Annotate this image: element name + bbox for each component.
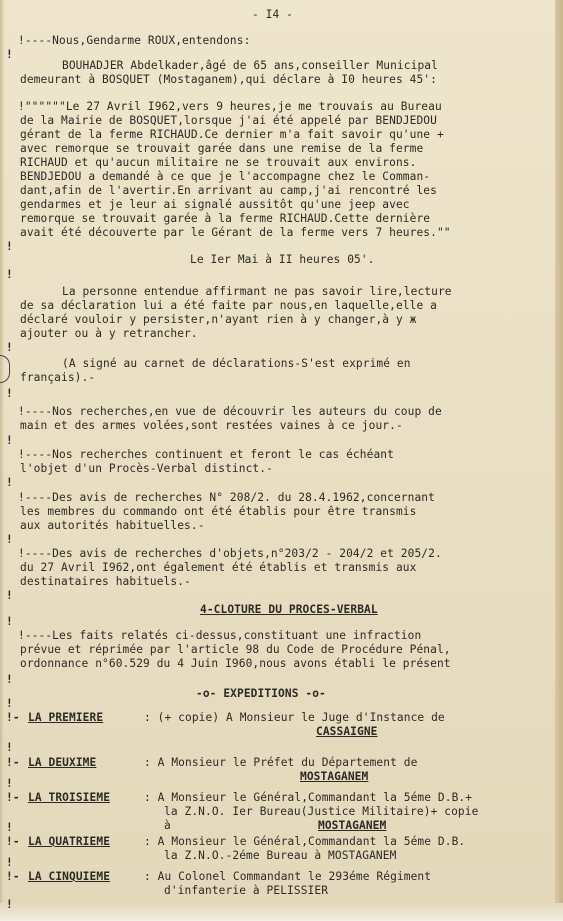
margin-mark: ! (6, 533, 13, 546)
text-line: remorque se trouvait garée à la ferme RICHAUD.Cette dernière (20, 212, 431, 225)
margin-mark: ! (6, 615, 13, 628)
text-line: les membres du commando ont été établis pour être transmis (20, 505, 417, 518)
text-line: ajouter ou à y retrancher. (20, 327, 198, 340)
margin-mark: ! (6, 476, 13, 489)
text-line: l'objet d'un Procès-Verbal distinct.- (20, 462, 273, 475)
expedition-marker: !- (6, 791, 20, 804)
margin-mark: ! (6, 240, 13, 253)
expedition-marker: !- (6, 756, 20, 769)
text-line: prévue et réprimée par l'article 98 du Code de Procédure Pénal, (20, 643, 451, 656)
expedition-label: LA CINQUIEME (28, 870, 111, 883)
expeditions-title: -o- EXPEDITIONS -o- (196, 687, 326, 700)
text-line: !----Nos recherches,en vue de découvrir les auteurs du coup de (18, 405, 442, 418)
margin-mark: ! (6, 741, 13, 754)
expedition-recipient: : A Monsieur le Général,Commandant la 5éme D.B.+ (144, 791, 473, 804)
text-line: BOUHADJER Abdelkader,âgé de 65 ans,conseiller Municipal (62, 59, 438, 72)
text-line: RICHAUD et qu'aucun militaire ne se trouvait aux environs. (20, 156, 417, 169)
time-closing-line: Le Ier Mai à II heures 05'. (190, 253, 375, 266)
text-line: (A signé au carnet de déclarations-S'est exprimé en (62, 357, 411, 370)
text-line: !----Nous,Gendarme ROUX,entendons: (18, 34, 251, 47)
text-line: de sa déclaration lui a été faite par nous,en laquelle,elle a (20, 299, 437, 312)
text-line: déclaré vouloir y persister,n'ayant rien à y changer,à y ж (20, 313, 417, 326)
expedition-marker: !- (6, 835, 20, 848)
text-line: !----Les faits relatés ci-dessus,constituant une infraction (18, 629, 422, 642)
margin-mark: ! (6, 434, 13, 447)
margin-mark: ! (6, 341, 13, 354)
margin-mark: ! (6, 697, 13, 710)
expedition-label: LA PREMIERE (28, 711, 104, 724)
expedition-recipient: : (+ copie) A Monsieur le Juge d'Instance de (144, 711, 445, 724)
text-line: destinataires habituels.- (20, 575, 191, 588)
text-line: demeurant à BOSQUET (Mostaganem),qui déclare à I0 heures 45': (20, 73, 437, 86)
text-line: dant,afin de l'avertir.En arrivant au camp,j'ai rencontré les (20, 184, 437, 197)
text-line: avait été découverte par le Gérant de la ferme vers 7 heures."" (20, 226, 451, 239)
margin-mark: ! (6, 268, 13, 281)
text-line: !----Des avis de recherches d'objets,n°203/2 - 204/2 et 205/2. (18, 547, 442, 560)
expedition-label: LA QUATRIEME (28, 835, 111, 848)
margin-mark: ! (6, 898, 13, 911)
text-line: !""""""Le 27 Avril I962,vers 9 heures,je me trouvais au Bureau (18, 100, 442, 113)
margin-mark: ! (6, 48, 13, 61)
expedition-recipient: d'infanterie à PELISSIER (164, 884, 329, 897)
text-line: français).- (20, 371, 96, 384)
margin-mark: ! (6, 821, 13, 834)
text-line: !----Des avis de recherches N° 208/2. du 28.4.1962,concernant (18, 491, 435, 504)
text-line: du 27 Avril I962,ont également été établis et transmis aux (20, 561, 417, 574)
expedition-marker: !- (6, 711, 20, 724)
text-line: aux autorités habituelles.- (20, 519, 205, 532)
expedition-city: MOSTAGANEM (300, 770, 369, 783)
expedition-recipient: : A Monsieur le Préfet du Département de (144, 756, 418, 769)
expedition-city: CASSAIGNE (316, 725, 378, 738)
text-line: La personne entendue affirmant ne pas savoir lire,lecture (62, 285, 452, 298)
paper-bottom-edge (0, 903, 563, 921)
text-line: avec remorque se trouvait garée dans une remise de la ferme (20, 142, 424, 155)
expedition-recipient: à (164, 819, 171, 832)
expedition-recipient: la Z.N.O. Ier Bureau(Justice Militaire)+ copie (164, 805, 479, 818)
section-title: 4-CLOTURE DU PROCES-VERBAL (200, 603, 378, 616)
text-line: gendarmes et je leur ai signalé aussitôt qu'une jeep avec (20, 198, 410, 211)
text-line: !----Nos recherches continuent et feront le cas échéant (18, 448, 394, 461)
text-line: de la Mairie de BOSQUET,lorsque j'ai été appelé par BENDJEDOU (20, 114, 437, 127)
text-line: main et des armes volées,sont restées vaines à ce jour.- (20, 419, 403, 432)
expedition-label: LA DEUXIME (28, 756, 97, 769)
expedition-label: LA TROISIEME (28, 791, 111, 804)
margin-mark: ! (6, 673, 13, 686)
expedition-marker: !- (6, 870, 20, 883)
expedition-recipient: la Z.N.O.-2éme Bureau à MOSTAGANEM (164, 849, 397, 862)
margin-mark: ! (6, 856, 13, 869)
paper-edge-left (0, 0, 4, 921)
margin-mark: ! (6, 777, 13, 790)
text-line: ordonnance n°60.529 du 4 Juin I960,nous avons établi le présent (20, 657, 451, 670)
page-number: - I4 - (252, 8, 294, 21)
binder-hole (0, 355, 10, 383)
margin-mark: ! (6, 589, 13, 602)
paper-edge-right (555, 0, 563, 921)
margin-mark: ! (6, 387, 13, 400)
expedition-city: MOSTAGANEM (318, 819, 387, 832)
expedition-recipient: : Au Colonel Commandant le 293éme Régiment (144, 870, 432, 883)
expedition-recipient: : A Monsieur le Général,Commandant la 5éme D.B. (144, 835, 466, 848)
text-line: BENDJEDOU a demandé à ce que je l'accompagne chez le Comman- (20, 170, 431, 183)
text-line: gérant de la ferme RICHAUD.Ce dernier m'a fait savoir qu'une + (20, 128, 444, 141)
